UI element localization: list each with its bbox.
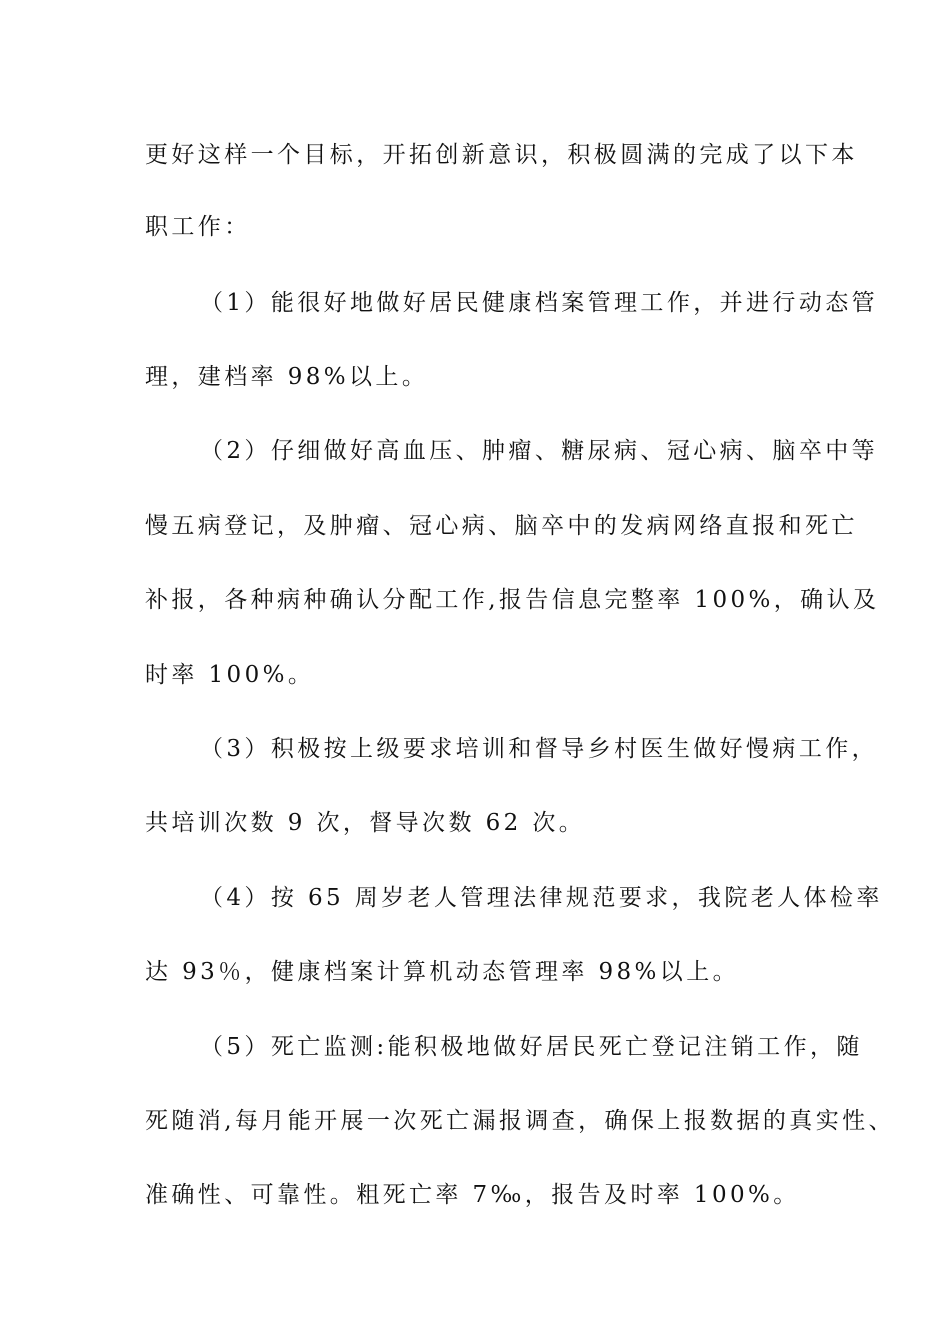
text-line: 补报，各种病种确认分配工作,报告信息完整率 100%，确认及 [145,587,880,613]
text-line: （2）仔细做好高血压、肿瘤、糖尿病、冠心病、脑卒中等 [200,438,879,464]
text-line: （4）按 65 周岁老人管理法律规范要求，我院老人体检率 [200,885,883,911]
text-line: 时率 100%。 [145,662,315,688]
text-line: 慢五病登记，及肿瘤、冠心病、脑卒中的发病网络直报和死亡 [145,513,858,539]
text-line: （1）能很好地做好居民健康档案管理工作，并进行动态管 [200,290,879,316]
text-line: 共培训次数 9 次，督导次数 62 次。 [145,810,586,836]
text-line: 达 93％，健康档案计算机动态管理率 98%以上。 [145,959,740,985]
text-line: 理，建档率 98%以上。 [145,364,429,390]
text-line: 准确性、可靠性。粗死亡率 7‰，报告及时率 100%。 [145,1182,800,1208]
text-line: （3）积极按上级要求培训和督导乡村医生做好慢病工作， [200,736,879,762]
text-line: 更好这样一个目标，开拓创新意识，积极圆满的完成了以下本 [145,142,858,168]
text-line: 死随消,每月能开展一次死亡漏报调查，确保上报数据的真实性、 [145,1108,895,1134]
text-line: 职工作： [145,214,251,240]
text-line: （5）死亡监测:能积极地做好居民死亡登记注销工作，随 [200,1034,863,1060]
